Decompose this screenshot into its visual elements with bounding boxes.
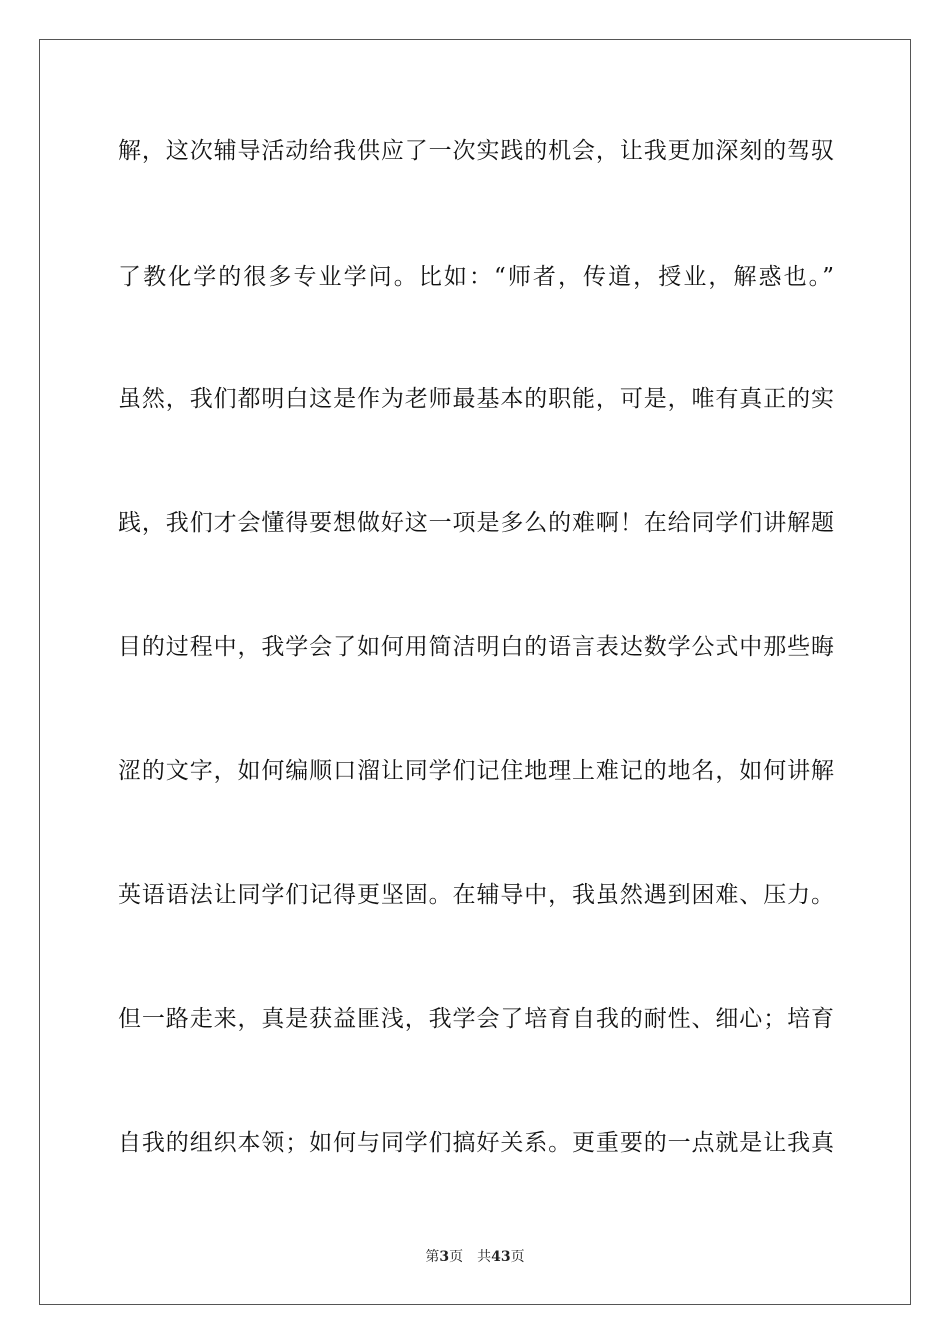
page-border <box>39 39 911 1305</box>
text-line: 了教化学的很多专业学问。比如：“师者，传道，授业，解惑也。” <box>118 264 834 290</box>
total-pages: 43 <box>491 1249 511 1265</box>
page-suffix: 页 <box>449 1249 464 1265</box>
text-line: 但一路走来，真是获益匪浅，我学会了培育自我的耐性、细心；培育 <box>118 1006 834 1032</box>
text-line: 自我的组织本领；如何与同学们搞好关系。更重要的一点就是让我真 <box>118 1130 834 1156</box>
total-suffix: 页 <box>510 1249 525 1265</box>
text-line: 涩的文字，如何编顺口溜让同学们记住地理上难记的地名，如何讲解 <box>118 758 834 784</box>
page-number: 3 <box>439 1249 450 1265</box>
page-prefix: 第 <box>425 1249 440 1265</box>
text-line: 目的过程中，我学会了如何用简洁明白的语言表达数学公式中那些晦 <box>118 634 834 660</box>
total-prefix: 共 <box>477 1249 492 1265</box>
text-line: 践，我们才会懂得要想做好这一项是多么的难啊！在给同学们讲解题 <box>118 510 834 536</box>
text-line: 英语语法让同学们记得更坚固。在辅导中，我虽然遇到困难、压力。 <box>118 882 834 908</box>
page-footer <box>0 1246 950 1268</box>
text-line: 解，这次辅导活动给我供应了一次实践的机会，让我更加深刻的驾驭 <box>118 138 834 164</box>
text-line: 虽然，我们都明白这是作为老师最基本的职能，可是，唯有真正的实 <box>118 386 834 412</box>
